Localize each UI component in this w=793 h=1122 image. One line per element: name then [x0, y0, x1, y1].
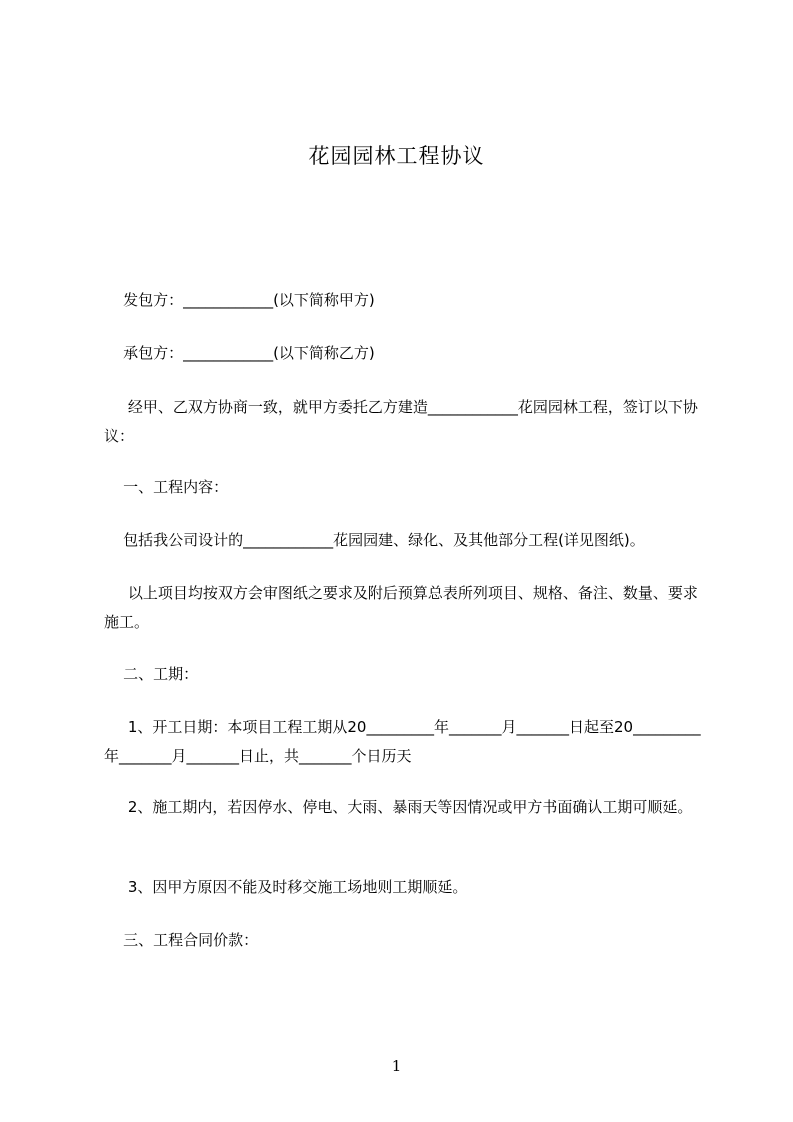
schedule-clause-3: 3、因甲方原因不能及时移交施工场地则工期顺延。	[104, 878, 468, 896]
intro-paragraph: 经甲、乙双方协商一致，就甲方委托乙方建造____________花园园林工程，签订以下协议：	[104, 398, 698, 445]
scope-requirements-paragraph: 以上项目均按双方会审图纸之要求及附后预算总表所列项目、规格、备注、数量、要求施工。	[104, 584, 698, 631]
schedule-clause-1: 1、开工日期：本项目工程工期从20_________年_______月_______日起至20_________年_______月_______日止，共_______个日历天	[104, 718, 701, 765]
page-number: 1	[391, 1057, 402, 1075]
scope-paragraph: 包括我公司设计的____________花园园建、绿化、及其他部分工程(详见图纸)。	[104, 531, 645, 549]
section-heading-schedule: 二、工期：	[104, 665, 199, 683]
section-heading-scope: 一、工程内容：	[104, 478, 229, 496]
section-heading-price: 三、工程合同价款：	[104, 931, 259, 949]
document-title: 花园园林工程协议	[308, 144, 485, 168]
party-a-line: 发包方：____________(以下简称甲方)	[104, 291, 375, 309]
schedule-clause-2: 2、施工期内，若因停水、停电、大雨、暴雨天等因情况或甲方书面确认工期可顺延。	[104, 798, 693, 816]
party-b-line: 承包方：____________(以下简称乙方)	[104, 344, 375, 362]
